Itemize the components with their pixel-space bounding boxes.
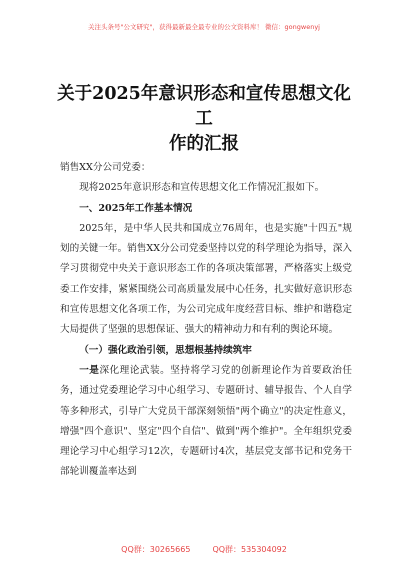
- header-banner: 关注头条号"公文研究"，获得最新最全最专业的公文资料库！ 微信：gongwenyj: [88, 23, 320, 31]
- subsection-heading: （一）强化政治引领，思想根基持续筑牢: [79, 344, 252, 356]
- title-line-2: 作的汇报: [169, 134, 239, 154]
- section-heading: 一、2025年工作基本情况: [79, 202, 193, 214]
- document-body: [60, 158, 352, 483]
- qq-group-1: QQ群：30265665: [121, 545, 191, 554]
- body-paragraph-2: [60, 361, 352, 483]
- document-title: [50, 82, 358, 157]
- body-paragraph: 2025年，是中华人民共和国成立76周年，也是实施"十四五"规划的关键一年。销售XX分公司党委坚持以党的科学理论为指导，深入学习贯彻党中央关于意识形态工作的各项决策部署，严格落实上级党委工作安排，紧紧围绕公司高质量发展中心任务，扎实做好意识形态和宣传思想文化各项工作，为公司完成年度经营目标、维护和谐稳定大局提供了坚强的思想保证、强大的精神动力和有利的舆论环境。: [60, 222, 352, 336]
- salutation: 销售XX分公司党委：: [60, 162, 151, 173]
- paragraph-lead: 一是: [79, 364, 100, 376]
- qq-group-2: QQ群：535304092: [212, 545, 287, 554]
- intro-paragraph: 现将2025年意识形态和宣传思想文化工作情况汇报如下。: [79, 182, 325, 194]
- title-line-1: 关于2025年意识形态和宣传思想文化工: [57, 84, 351, 129]
- footer-contact: [0, 544, 408, 555]
- paragraph-text: 深化理论武装。坚持将学习党的创新理论作为首要政治任务，通过党委理论学习中心组学习、专题研讨、辅导报告、个人自学等多种形式，引导广大党员干部深刻领悟"两个确立"的决定性意义，增强"四个意识"、坚定"四个自信"、做到"两个维护"。全年组织党委理论学习中心组学习12次，专题研讨4次，基层党支部书记和党务干部轮训覆盖率达到: [60, 364, 353, 478]
